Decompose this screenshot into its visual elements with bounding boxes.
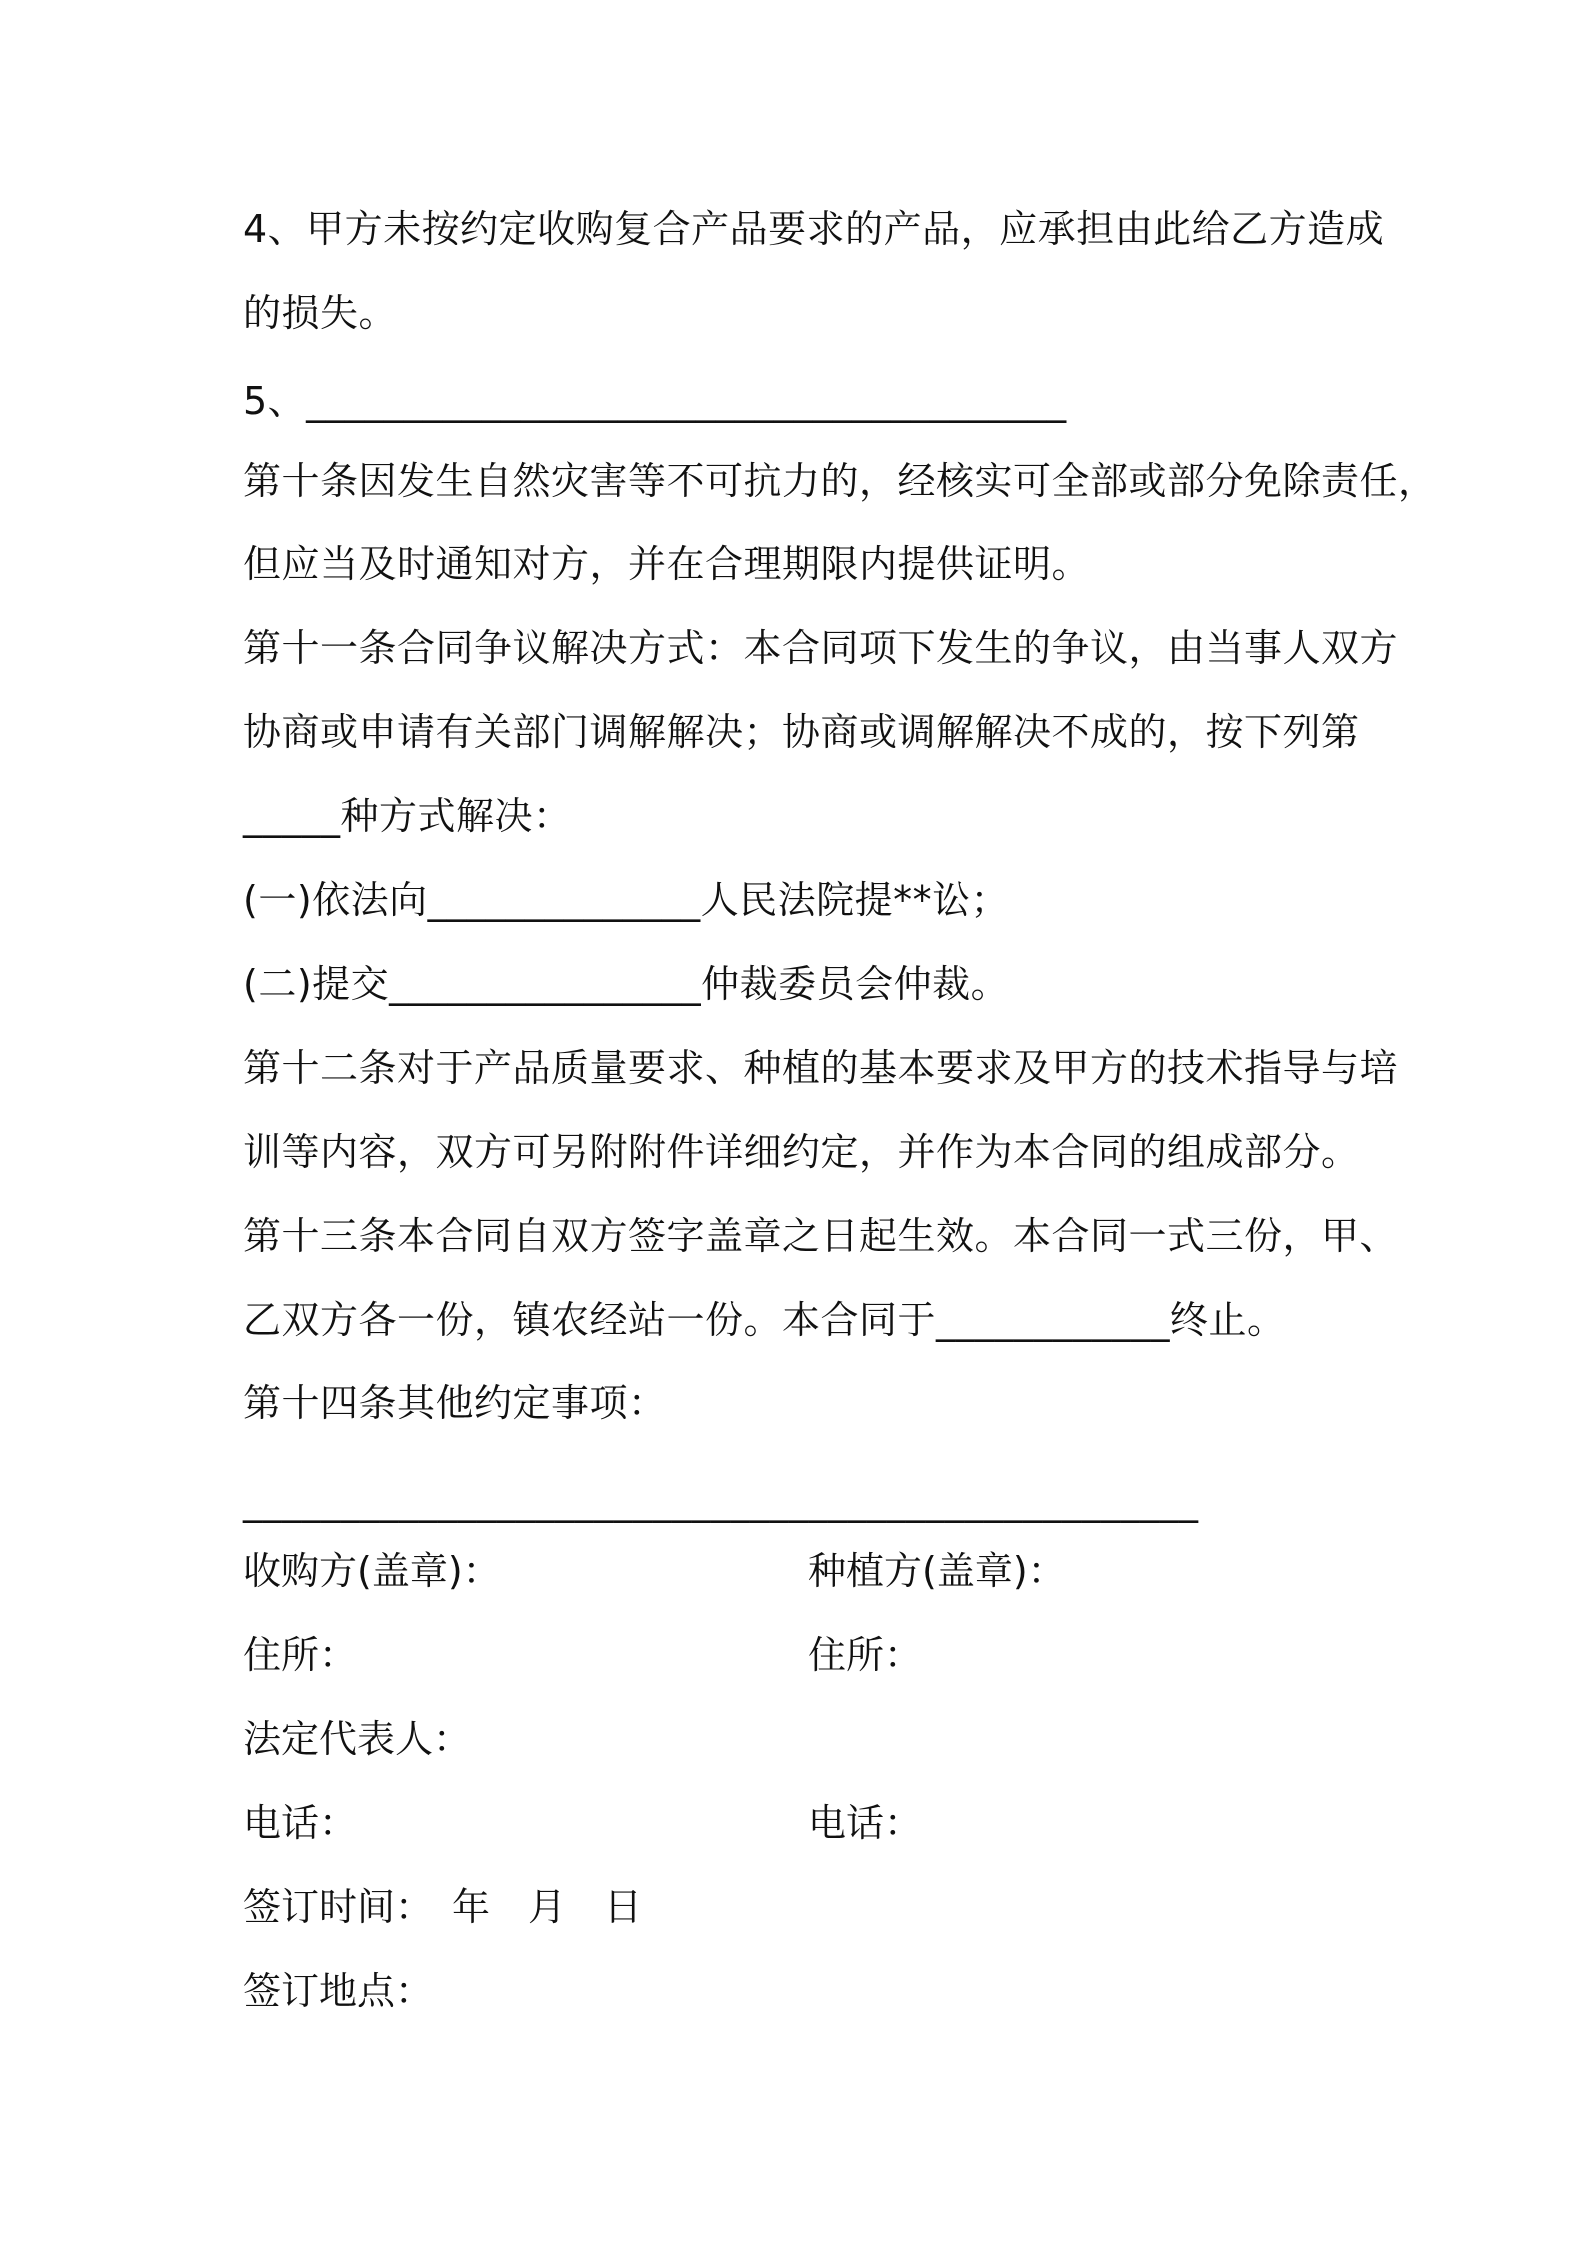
article13-line1: 第十三条本合同自双方签字盖章之日起生效。本合同一式三份，甲、 <box>243 1214 1399 1258</box>
article14: 第十四条其他约定事项： <box>243 1381 667 1425</box>
buyer-seal-label: 收购方(盖章)： <box>243 1549 501 1593</box>
article13-line2: 乙双方各一份，镇农经站一份。本合同于____________终止。 <box>243 1298 1286 1342</box>
article12-line1: 第十二条对于产品质量要求、种植的基本要求及甲方的技术指导与培 <box>243 1046 1399 1090</box>
article11-line3: _____种方式解决： <box>243 794 572 838</box>
sign-date-label: 签订时间： 年 月 日 <box>243 1885 643 1929</box>
article11-option2: (二)提交________________仲裁委员会仲裁。 <box>243 962 1010 1006</box>
sign-place-label: 签订地点： <box>243 1969 434 2013</box>
article10-line2: 但应当及时通知对方，并在合理期限内提供证明。 <box>243 542 1091 586</box>
item4-line1: 4、甲方未按约定收购复合产品要求的产品，应承担由此给乙方造成 <box>243 207 1385 251</box>
article12-line2: 训等内容，双方可另附附件详细约定，并作为本合同的组成部分。 <box>243 1130 1360 1174</box>
legal-rep-label: 法定代表人： <box>243 1717 472 1761</box>
article10-line1: 第十条因发生自然灾害等不可抗力的，经核实可全部或部分免除责任， <box>243 459 1437 503</box>
buyer-address-label: 住所： <box>243 1633 358 1677</box>
article14-blank: _________________________________________________ <box>243 1479 1199 1523</box>
article11-line1: 第十一条合同争议解决方式：本合同项下发生的争议，由当事人双方 <box>243 626 1399 670</box>
grower-seal-label: 种植方(盖章)： <box>808 1549 1066 1593</box>
article11-line2: 协商或申请有关部门调解解决；协商或调解解决不成的，按下列第 <box>243 710 1360 754</box>
article11-option1: (一)依法向______________人民法院提**讼； <box>243 878 1010 922</box>
buyer-phone-label: 电话： <box>243 1801 358 1845</box>
grower-address-label: 住所： <box>808 1633 923 1677</box>
grower-phone-label: 电话： <box>808 1801 923 1845</box>
item5: 5、_______________________________________ <box>243 379 1067 423</box>
item4-line2: 的损失。 <box>243 291 398 335</box>
